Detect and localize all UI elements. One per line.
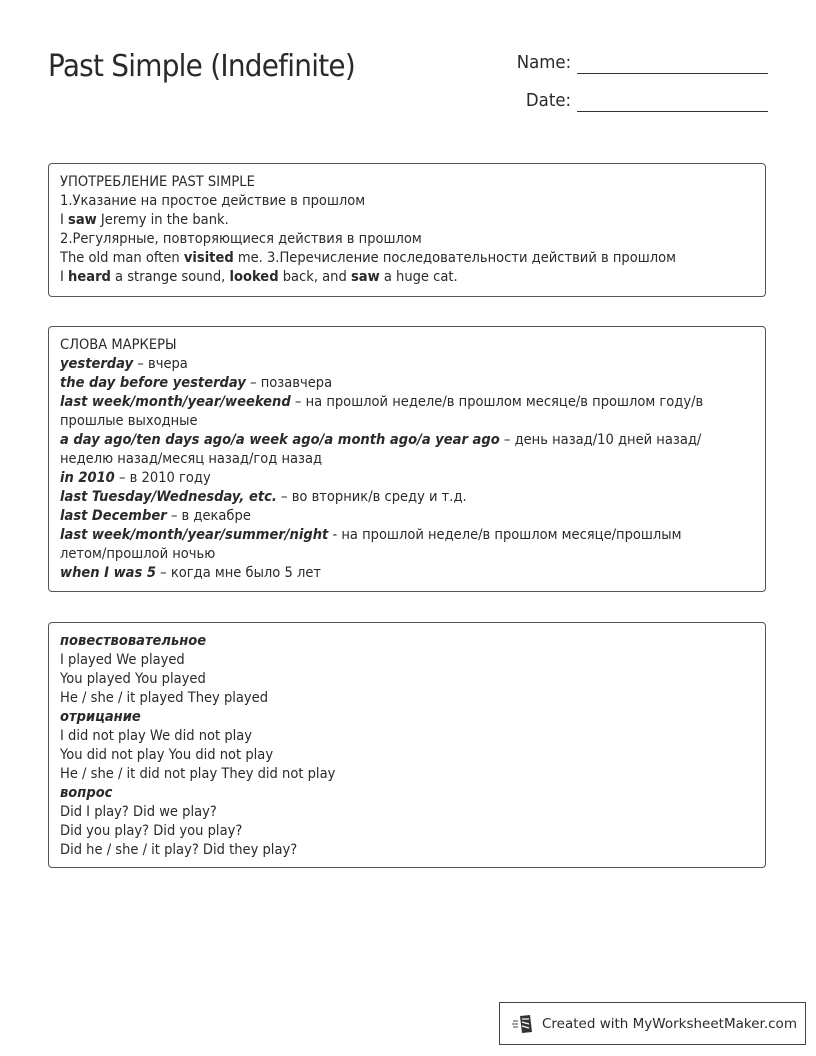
name-label: Name: <box>516 52 571 73</box>
text-run: неделю назад/месяц назад/год назад <box>60 451 323 467</box>
text-line <box>60 708 754 727</box>
text-run: Jeremy in the bank. <box>96 212 229 228</box>
emphasis-run: heard <box>68 269 111 285</box>
emphasis-run: отрицание <box>60 709 141 725</box>
text-line <box>60 651 754 670</box>
text-run: – день назад/10 дней назад/ <box>499 432 702 448</box>
text-line <box>60 412 754 431</box>
emphasis-run: last Tuesday/Wednesday, etc. <box>60 489 277 505</box>
usage-lines <box>60 192 754 287</box>
emphasis-run: saw <box>350 269 380 285</box>
emphasis-run: вопрос <box>60 785 113 801</box>
text-line <box>60 632 754 651</box>
text-run: back, and <box>278 269 351 285</box>
emphasis-run: last week/month/year/weekend <box>60 394 291 410</box>
text-run: – во вторник/в среду и т.д. <box>276 489 467 505</box>
text-run: 1.Указание на простое действие в прошлом <box>60 193 366 209</box>
text-line <box>60 192 754 211</box>
text-line <box>60 822 754 841</box>
text-line <box>60 268 754 287</box>
emphasis-run: a day ago/ten days ago/a week ago/a month ago/a year ago <box>60 432 500 448</box>
usage-heading: УПОТРЕБЛЕНИЕ PAST SIMPLE <box>60 174 255 190</box>
text-line <box>60 526 754 545</box>
text-run: Did you play? Did you play? <box>60 823 243 839</box>
worksheet-maker-logo-icon <box>512 1013 534 1035</box>
date-field <box>522 90 768 112</box>
text-run: a strange sound, <box>110 269 230 285</box>
emphasis-run: last week/month/year/summer/night <box>60 527 329 543</box>
text-line <box>60 689 754 708</box>
text-line <box>60 249 754 268</box>
emphasis-run: the day before yesterday <box>60 375 246 391</box>
text-line <box>60 784 754 803</box>
text-run: – когда мне было 5 лет <box>155 565 322 581</box>
text-run: – позавчера <box>245 375 333 391</box>
text-line <box>60 765 754 784</box>
date-label: Date: <box>525 90 571 111</box>
usage-box <box>48 163 766 297</box>
text-line <box>60 564 754 583</box>
text-line <box>60 211 754 230</box>
text-run: летом/прошлой ночью <box>60 546 216 562</box>
text-run: You did not play You did not play <box>60 747 274 763</box>
emphasis-run: visited <box>183 250 234 266</box>
emphasis-run: yesterday <box>60 356 134 372</box>
text-run: The old man often <box>60 250 184 266</box>
emphasis-run: last December <box>60 508 167 524</box>
emphasis-run: in 2010 <box>60 470 115 486</box>
text-line <box>60 727 754 746</box>
text-run: прошлые выходные <box>60 413 198 429</box>
text-line <box>60 469 754 488</box>
text-run: I <box>60 269 69 285</box>
footer-credit <box>499 1002 806 1045</box>
emphasis-run: when I was 5 <box>60 565 156 581</box>
name-blank-line <box>577 72 768 74</box>
date-blank-line <box>577 110 768 112</box>
text-run: – в декабре <box>166 508 251 524</box>
text-line <box>60 507 754 526</box>
page-title: Past Simple (Indefinite) <box>48 49 355 84</box>
text-run: 2.Регулярные, повторяющиеся действия в прошлом <box>60 231 422 247</box>
text-line <box>60 450 754 469</box>
text-run: He / she / it played They played <box>60 690 269 706</box>
name-field <box>512 52 768 74</box>
text-run: I did not play We did not play <box>60 728 253 744</box>
footer-text: Created with MyWorksheetMaker.com <box>542 1015 797 1032</box>
text-run: – в 2010 году <box>114 470 211 486</box>
text-line <box>60 803 754 822</box>
text-run: Did I play? Did we play? <box>60 804 217 820</box>
conjugation-lines <box>60 632 754 860</box>
text-run: I <box>60 212 69 228</box>
text-run: He / she / it did not play They did not play <box>60 766 336 782</box>
text-run: You played You played <box>60 671 206 687</box>
text-run: - на прошлой неделе/в прошлом месяце/прошлым <box>328 527 682 543</box>
text-line <box>60 355 754 374</box>
text-line <box>60 670 754 689</box>
text-line <box>60 431 754 450</box>
text-run: me. 3.Перечисление последовательности действий в прошлом <box>233 250 676 266</box>
markers-lines <box>60 355 754 583</box>
text-line <box>60 374 754 393</box>
emphasis-run: looked <box>229 269 279 285</box>
conjugation-box <box>48 622 766 868</box>
emphasis-run: повествовательное <box>60 633 207 649</box>
text-run: I played We played <box>60 652 185 668</box>
text-line <box>60 746 754 765</box>
text-line <box>60 393 754 412</box>
emphasis-run: saw <box>68 212 97 228</box>
text-line <box>60 488 754 507</box>
text-line <box>60 545 754 564</box>
text-run: Did he / she / it play? Did they play? <box>60 842 298 858</box>
text-line <box>60 230 754 249</box>
markers-heading: СЛОВА МАРКЕРЫ <box>60 337 177 353</box>
text-run: – на прошлой неделе/в прошлом месяце/в прошлом году/в <box>290 394 704 410</box>
text-run: – вчера <box>133 356 188 372</box>
text-line <box>60 841 754 860</box>
time-markers-box <box>48 326 766 592</box>
text-run: a huge cat. <box>379 269 458 285</box>
